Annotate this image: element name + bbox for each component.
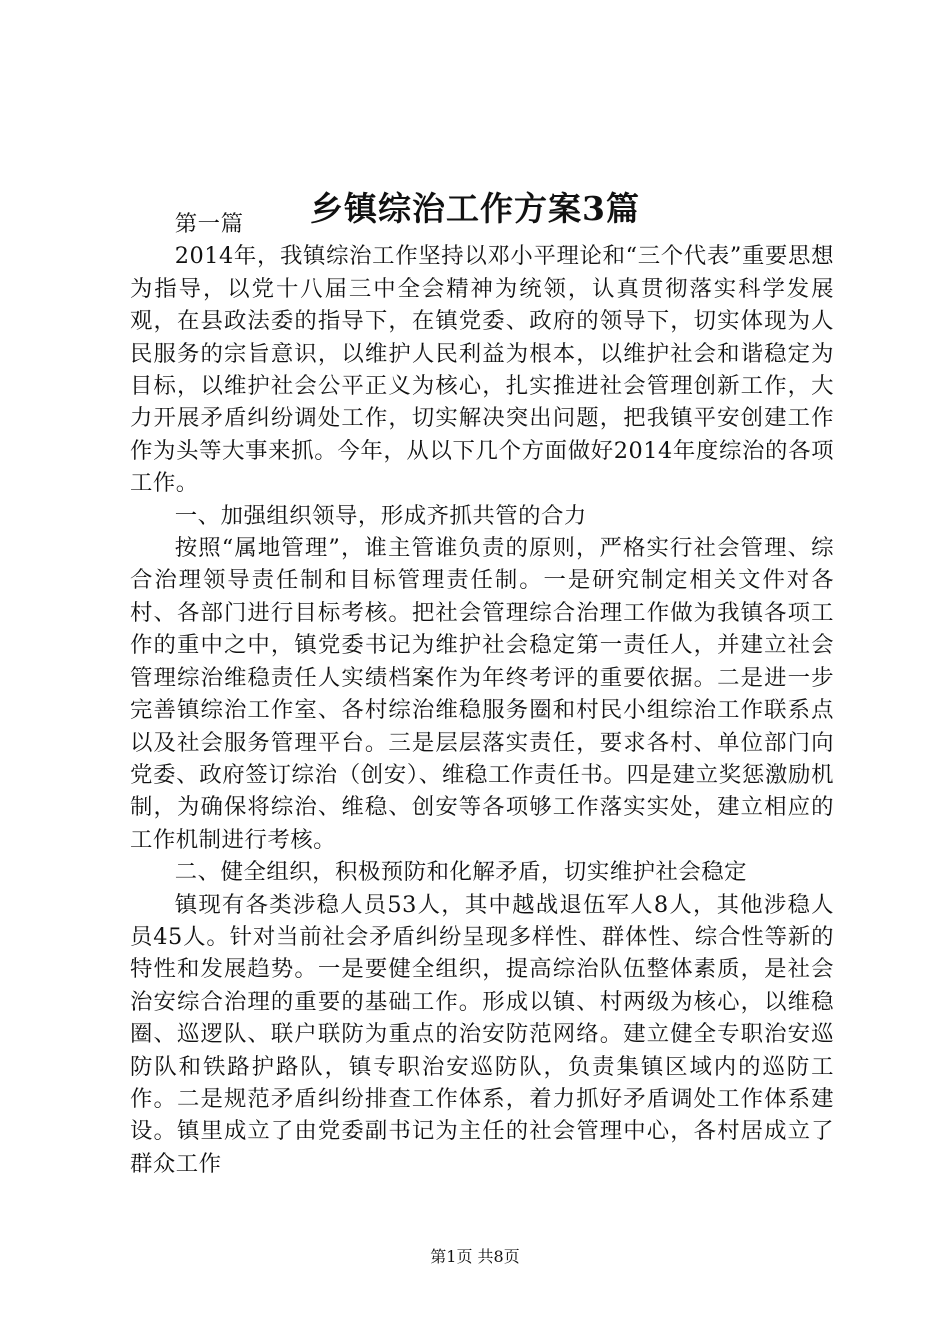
paragraph: 镇现有各类涉稳人员53人，其中越战退伍军人8人，其他涉稳人员45人。针对当前社会矛盾纠纷呈现多样性、群体性、综合性等新的特性和发展趋势。一是要健全组织，提高综治队伍整体素质，是社会治安综合治理的重要的基础工作。形成以镇、村两级为核心，以维稳圈、巡逻队、联户联防为重点的治安防范网络。建立健全专职治安巡防队和铁路护路队，镇专职治安巡防队，负责集镇区域内的巡防工作。二是规范矛盾纠纷排查工作体系，着力抓好矛盾调处工作体系建设。镇里成立了由党委副书记为主任的社会管理中心，各村居成立了群众工作 (130, 891, 834, 1177)
section-heading: 第一篇 (174, 211, 244, 237)
section-heading: 二、健全组织，积极预防和化解矛盾，切实维护社会稳定 (174, 859, 748, 886)
section-heading: 一、加强组织领导，形成齐抓共管的合力 (174, 502, 587, 529)
paragraph: 按照“属地管理”，谁主管谁负责的原则，严格实行社会管理、综合治理领导责任制和目标管理责任制。一是研究制定相关文件对各村、各部门进行目标考核。把社会管理综合治理工作做为我镇各项工作的重中之中，镇党委书记为维护社会稳定第一责任人，并建立社会管理综治维稳责任人实绩档案作为年终考评的重要依据。二是进一步完善镇综治工作室、各村综治维稳服务圈和村民小组综治工作联系点以及社会服务管理平台。三是层层落实责任，要求各村、单位部门向党委、政府签订综治（创安）、维稳工作责任书。四是建立奖惩激励机制，为确保将综治、维稳、创安等各项够工作落实实处，建立相应的工作机制进行考核。 (130, 535, 834, 853)
page-footer: 第1页 共8页 (430, 1247, 520, 1266)
document-body (130, 208, 834, 1180)
paragraph: 2014年，我镇综治工作坚持以邓小平理论和“三个代表”重要思想为指导，以党十八届三中全会精神为统领，认真贯彻落实科学发展观，在县政法委的指导下，在镇党委、政府的领导下，切实体现为人民服务的宗旨意识，以维护人民利益为根本，以维护社会和谐稳定为目标，以维护社会公平正义为核心，扎实推进社会管理创新工作，大力开展矛盾纠纷调处工作，切实解决突出问题，把我镇平安创建工作作为头等大事来抓。今年，从以下几个方面做好2014年度综治的各项工作。 (130, 243, 834, 497)
page-title: 乡镇综治工作方案3篇 (310, 189, 640, 228)
